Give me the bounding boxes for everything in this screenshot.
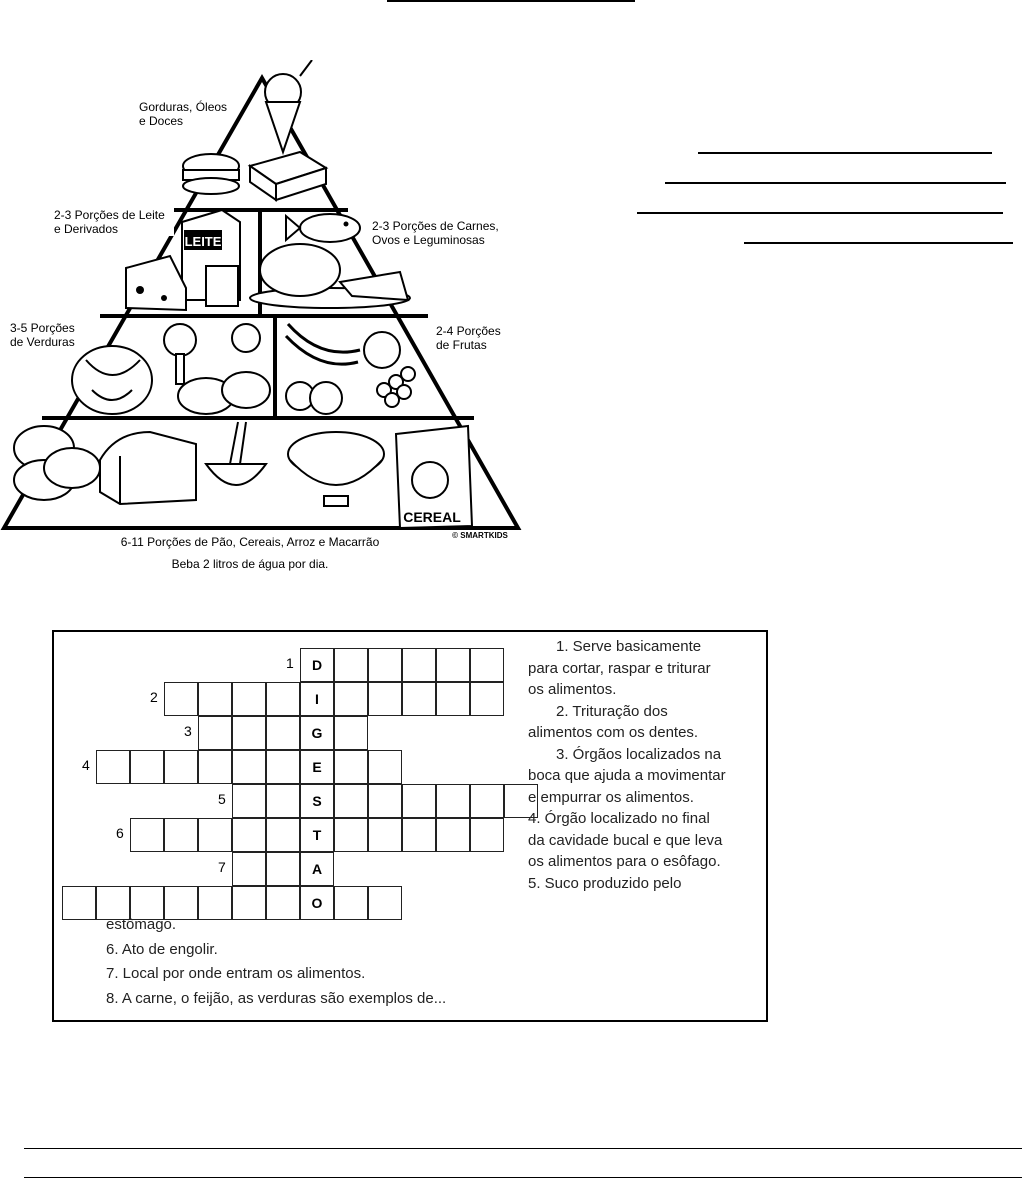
clue-line: 1. Serve basicamente [556,638,702,655]
crossword-cell[interactable]: I [300,682,334,716]
clue-line: e empurrar os alimentos. [528,788,694,806]
butter-icon [250,152,326,200]
fruits-icon [286,324,415,414]
ice-cream-icon [265,60,312,152]
answer-line-3[interactable] [637,212,1003,214]
cheese-icon [126,256,186,310]
chicken-plate-icon [250,244,410,308]
clue-line: da cavidade bucal e que leva [528,831,723,849]
clue-line: 7. Local por onde entram os alimentos. [106,965,366,982]
cereal-box-icon [396,426,472,528]
label-meat: 2-3 Porções de Carnes, Ovos e Leguminosas [372,219,502,247]
crossword-cell[interactable]: G [300,716,334,750]
crossword-cell[interactable]: A [300,852,334,886]
crossword-row-number: 5 [218,791,226,807]
clue-line: os alimentos para o esôfago. [528,853,721,870]
pasta-bowl-icon [288,432,384,506]
crossword-row-number: 6 [116,825,124,841]
crossword-cell[interactable]: T [300,818,334,852]
crossword-box [52,630,768,1022]
fish-icon [286,214,360,242]
footer-rule-1 [24,1148,1022,1149]
crossword-cell[interactable]: E [300,750,334,784]
cereal-label: CEREAL [403,509,461,525]
rice-bowl-icon [206,422,266,485]
lettuce-icon [72,346,152,414]
answer-line-2[interactable] [665,182,1006,184]
bagels-icon [14,426,100,500]
answer-line-1[interactable] [698,152,992,154]
crossword-cell[interactable]: D [300,648,334,682]
crossword-row-number: 7 [218,859,226,875]
clue-line: 8. A carne, o feijão, as verduras são exemplos de... [106,989,447,1007]
clue-line: 6. Ato de engolir. [106,940,218,958]
clue-line: 4. Órgão localizado no final [528,810,710,827]
water-note: Beba 2 litros de água por dia. [171,557,329,571]
crossword-cell[interactable]: O [300,886,334,920]
label-grains: 6-11 Porções de Pão, Cereais, Arroz e Macarrão [120,535,380,549]
label-fruits: 2-4 Porções de Frutas [436,324,508,352]
potato-icon [178,372,270,414]
bread-icon [100,432,196,504]
label-dairy: 2-3 Porções de Leite e Derivados [54,208,174,236]
label-fats-oils-sweets: Gorduras, Óleos e Doces [139,100,228,128]
food-pyramid-illustration [0,60,530,540]
burger-icon [183,154,239,194]
crossword-cell[interactable]: S [300,784,334,818]
clue-line: para cortar, raspar e triturar [528,659,711,677]
crossword-row-number: 3 [184,723,192,739]
clue-line: estômago. [106,916,177,933]
title-answer-line [387,0,635,2]
clue-line: 5. Suco produzido pelo [528,874,682,892]
credit-text: © SMARTKIDS [452,531,508,540]
label-vegetables: 3-5 Porções de Verduras [10,321,85,349]
crossword-row-number: 4 [82,757,90,773]
clue-line: 3. Órgãos localizados na [556,745,722,763]
footer-rule-2 [24,1177,1022,1178]
crossword-row-number: 2 [150,689,158,705]
answer-line-4[interactable] [744,242,1013,244]
clue-line: boca que ajuda a movimentar [528,767,726,784]
milk-label: LEITE [184,234,222,249]
milk-carton-icon [182,210,240,306]
clue-line: 2. Trituração dos [556,702,668,720]
crossword-row-number: 1 [286,655,294,671]
clue-line: alimentos com os dentes. [528,724,699,741]
crossword-clues [54,632,770,1024]
clue-line: os alimentos. [528,681,617,698]
